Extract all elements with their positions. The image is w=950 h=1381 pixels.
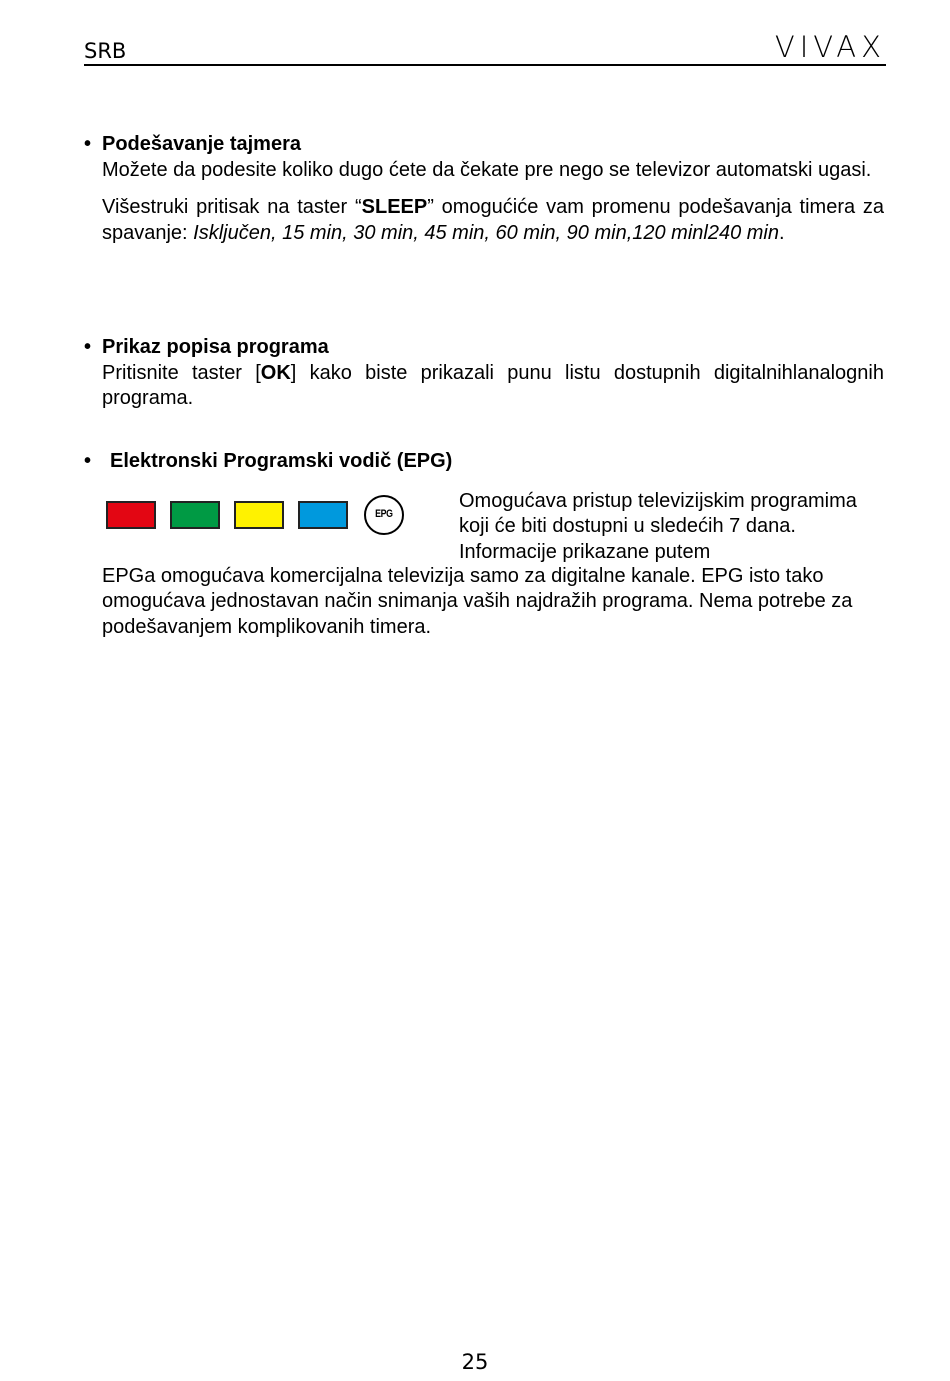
title-text: Elektronski Programski vodič (EPG) xyxy=(110,450,453,472)
text: . xyxy=(779,221,785,244)
section-title xyxy=(84,335,884,361)
paragraph xyxy=(102,361,884,412)
section-sleep-timer xyxy=(84,132,884,246)
paragraph: Možete da podesite koliko dugo ćete da čekate pre nego se televizor automatski ugasi. xyxy=(102,158,872,181)
section-epg xyxy=(84,449,884,640)
page-number: 25 xyxy=(461,1350,489,1374)
bullet: • xyxy=(84,133,92,155)
text: ] kako biste prikazali punu listu dostupnih digitalnihlanalognih programa. xyxy=(102,361,884,409)
blue-key-icon xyxy=(298,501,348,529)
epg-button-label: EPG xyxy=(375,507,393,520)
brand-logo: VIVAX xyxy=(774,30,886,64)
section-title xyxy=(84,132,884,158)
text: Višestruki pritisak na taster “ xyxy=(102,196,362,218)
bullet: • xyxy=(84,336,92,358)
epg-description-continued: EPGa omogućava komercijalna televizija samo za digitalne kanale. EPG isto tako omogućava jednostavan način snimanja vaših najdražih programa. Nema potrebe za podešavanjem komplikovanih timera. xyxy=(102,564,853,638)
page-header xyxy=(84,30,886,66)
remote-keys xyxy=(106,495,404,535)
language-code: SRB xyxy=(84,39,127,63)
title-text: Podešavanje tajmera xyxy=(102,133,301,155)
epg-row xyxy=(102,489,884,567)
title-text: Prikaz popisa programa xyxy=(102,336,329,358)
section-title xyxy=(84,449,884,475)
text: ” omogućiće vam promenu podešavanja timera za spavanje: xyxy=(102,196,884,244)
sleep-key-label: SLEEP xyxy=(361,196,428,218)
text: Pritisnite taster [ xyxy=(102,361,261,384)
red-key-icon xyxy=(106,501,156,529)
green-key-icon xyxy=(170,501,220,529)
epg-description: Omogućava pristup televizijskim programima koji će biti dostupni u sledećih 7 dana. Informacije prikazane putem xyxy=(459,489,857,563)
ok-key-label: OK xyxy=(260,361,291,384)
epg-button-icon xyxy=(364,495,404,535)
timer-options: Isključen, 15 min, 30 min, 45 min, 60 min, 90 min,120 minl240 min xyxy=(193,221,780,244)
bullet: • xyxy=(84,450,92,472)
yellow-key-icon xyxy=(234,501,284,529)
paragraph xyxy=(102,195,884,246)
section-program-list xyxy=(84,335,884,412)
